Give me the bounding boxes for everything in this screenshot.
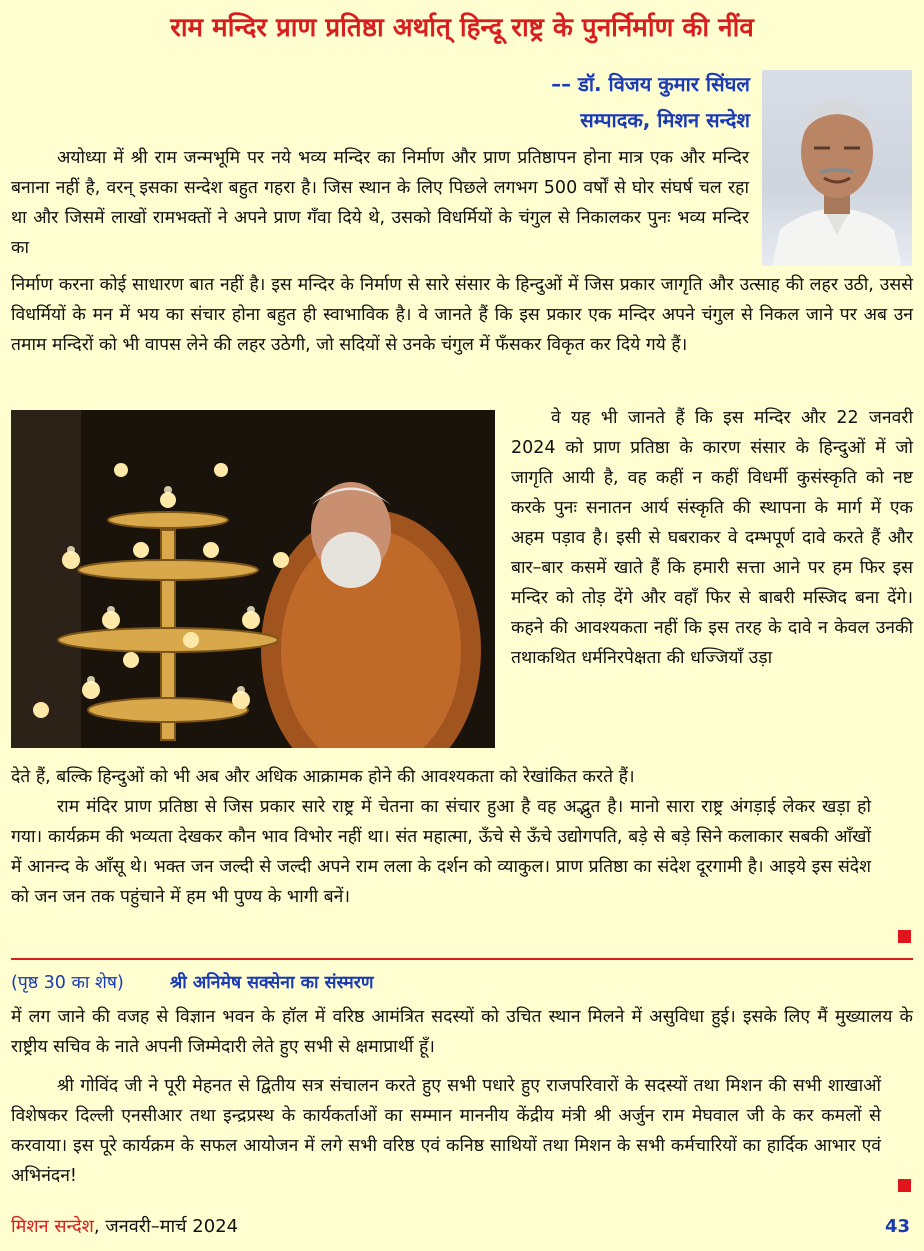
- footer-issue: , जनवरी–मार्च 2024: [93, 1216, 239, 1237]
- continuation-ref: (पृष्ठ 30 का शेष): [11, 973, 124, 993]
- continuation-title: श्री अनिमेष सक्सेना का संस्मरण: [169, 973, 374, 993]
- article-paragraph-2b: देते हैं, बल्कि हिन्दुओं को भी अब और अधिक आक्रामक होने की आवश्यकता को रेखांकित करते हैं।: [11, 767, 635, 787]
- page-footer: [11, 1212, 238, 1242]
- article-paragraph-1b: निर्माण करना कोई साधारण बात नहीं है। इस मन्दिर के निर्माण से सारे संसार के हिन्दुओं में जिस प्रकार जागृति और उत्साह की लहर उठी, उससे विधर्मियों के मन में भय का संचार होना बहुत ही स्वाभाविक है। वे जानते हैं कि इस प्रकार एक मन्दिर अपने चंगुल से निकल जाने पर अब उन तमाम मन्दिरों को भी वापस लेने की लहर उठेगी, जो सदियों से उनके चंगुल में फँसकर विकृत कर दिये गये हैं।: [11, 275, 913, 355]
- article-paragraph-3: राम मंदिर प्राण प्रतिष्ठा से जिस प्रकार सारे राष्ट्र में चेतना का संचार हुआ है वह अद्भुत है। मानो सारा राष्ट्र अंगड़ाई लेकर खड़ा हो गया। कार्यक्रम की भव्यता देखकर कौन भाव विभोर नहीं था। संत महात्मा, ऊँचे से ऊँचे उद्योगपति, बड़े से बड़े सिने कलाकार सबकी आँखों में आनन्द के आँसू थे। भक्त जन जल्दी से जल्दी अपने राम लला के दर्शन को व्याकुल। प्राण प्रतिष्ठा का संदेश दूरगामी है। आइये इस संदेश को जन जन तक पहुंचाने में हम भी पुण्य के भागी बनें।: [11, 797, 871, 907]
- article-paragraph-2a: वे यह भी जानते हैं कि इस मन्दिर और 22 जनवरी 2024 को प्राण प्रतिष्ठा के कारण संसार के हिन्दुओं में जो जागृति आयी है, वह कहीं न कहीं विधर्मी कुसंस्कृति को नष्ट करके पुनः सनातन आर्य संस्कृति की स्थापना के मार्ग में एक अहम पड़ाव है। इसी से घबराकर वे दम्भपूर्ण दावे करते हैं और बार–बार कसमें खाते हैं कि हमारी सत्ता आने पर हम फिर इस मन्दिर को तोड़ देंगे और वहाँ फिर से बाबरी मस्जिद बना देंगे। कहने की आवश्यकता नहीं कि इस तरह के दावे न केवल उनकी तथाकथित धर्मनिरपेक्षता की धज्जियाँ उड़ा: [511, 408, 913, 668]
- author-name: –– डॉ. विजय कुमार सिंघल: [551, 72, 750, 96]
- continuation-end-mark: [898, 1179, 911, 1192]
- article-end-mark: [898, 930, 911, 943]
- author-byline: [380, 66, 750, 138]
- article-paragraph-1a: अयोध्या में श्री राम जन्मभूमि पर नये भव्य मन्दिर का निर्माण और प्राण प्रतिष्ठापन होना मात्र एक और मन्दिर बनाना नहीं है, वरन् इसका सन्देश बहुत गहरा है। जिस स्थान के लिए पिछले लगभग 500 वर्षों से घोर संघर्ष चल रहा था और जिसमें लाखों रामभक्तों ने अपने प्राण गँवा दिये थे, उसको विधर्मियों के चंगुल से निकालकर पुनः भव्य मन्दिर का: [11, 148, 749, 258]
- continuation-heading: [11, 968, 374, 998]
- author-portrait-photo: [762, 70, 912, 266]
- section-divider: [11, 958, 913, 960]
- diya-lighting-photo: [11, 410, 495, 748]
- continuation-paragraph-1: में लग जाने की वजह से विज्ञान भवन के हॉल में वरिष्ठ आमंत्रित सदस्यों को उचित स्थान मिलने में असुविधा हुई। इसके लिए मैं मुख्यालय के राष्ट्रीय सचिव के नाते अपनी जिम्मेदारी लेते हुए सभी से क्षमाप्रार्थी हूँ।: [11, 1007, 913, 1057]
- article-title: राम मन्दिर प्राण प्रतिष्ठा अर्थात् हिन्दू राष्ट्र के पुनर्निर्माण की नींव: [170, 13, 754, 43]
- author-role: सम्पादक, मिशन सन्देश: [580, 108, 750, 132]
- footer-publication: मिशन सन्देश: [11, 1216, 94, 1237]
- page-number: 43: [884, 1216, 910, 1237]
- continuation-paragraph-2: श्री गोविंद जी ने पूरी मेहनत से द्वितीय सत्र संचालन करते हुए सभी पधारे हुए राजपरिवारों के सदस्यों तथा मिशन की सभी शाखाओं विशेषकर दिल्ली एनसीआर तथा इन्द्रप्रस्थ के कार्यकर्ताओं का सम्मान माननीय केंद्रीय मंत्री श्री अर्जुन राम मेघवाल जी के कर कमलों से करवाया। इस पूरे कार्यक्रम के सफल आयोजन में लगे सभी वरिष्ठ एवं कनिष्ठ साथियों तथा मिशन के सभी कर्मचारियों का हार्दिक आभार एवं अभिनंदन!: [11, 1076, 881, 1186]
